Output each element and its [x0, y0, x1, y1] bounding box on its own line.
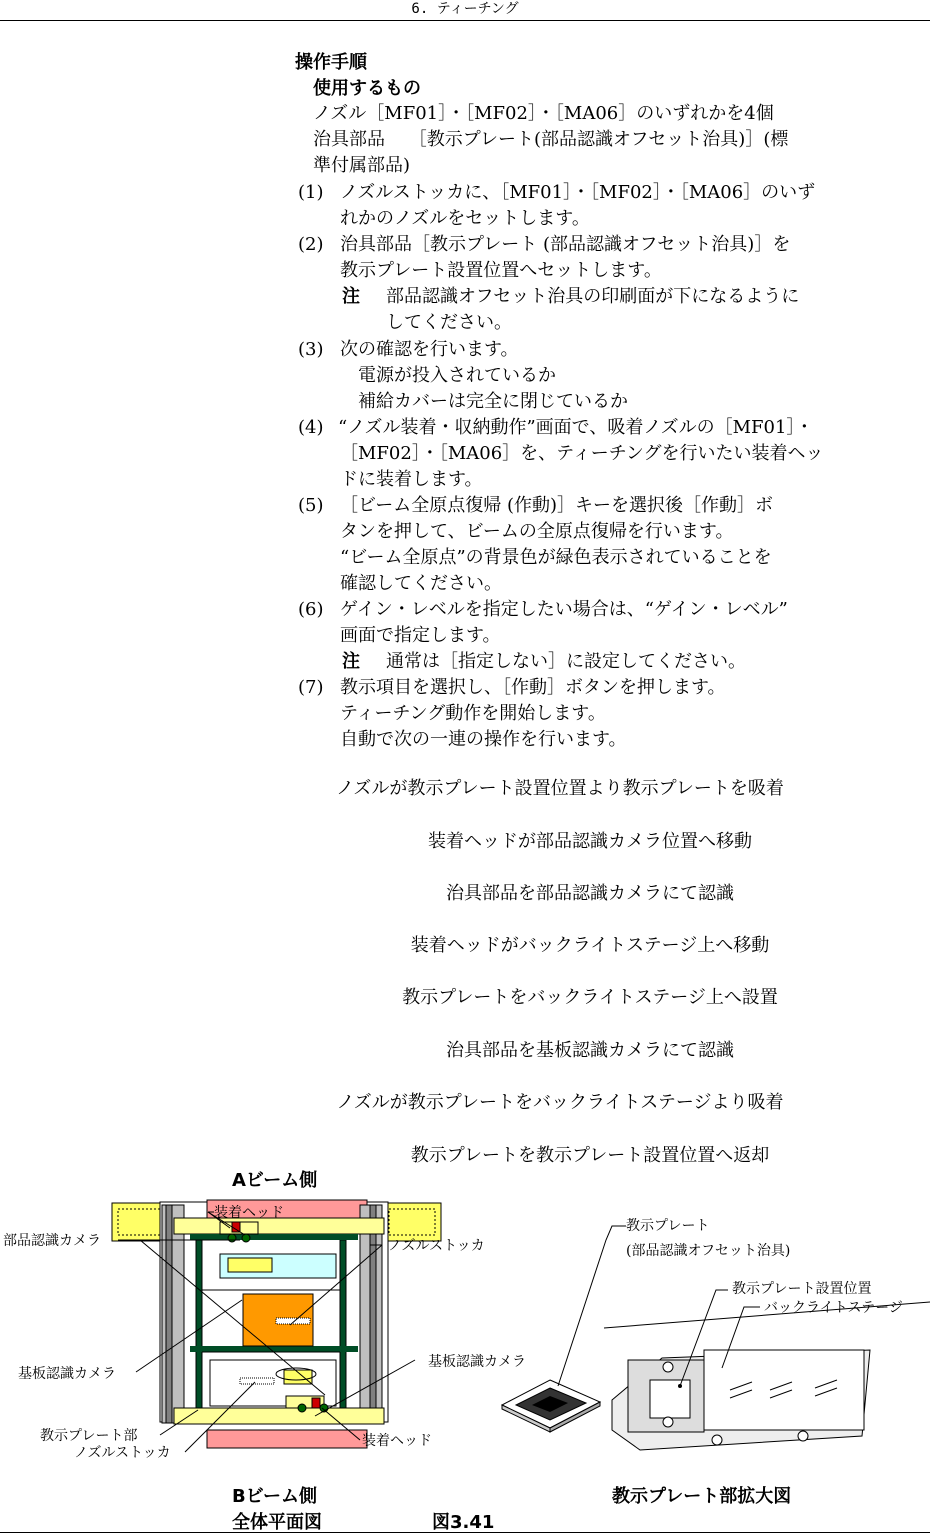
label-plate: 教示プレート: [626, 1218, 710, 1234]
step-number: (1): [298, 182, 324, 203]
step-text: “ビーム全原点”の背景色が緑色表示されていることを: [340, 547, 772, 568]
step-text: ［ビーム全原点復帰 (作動)］キーを選択後［作動］ボ: [340, 495, 774, 516]
step-text: 治具部品［教示プレート (部品認識オフセット治具)］を: [340, 234, 791, 255]
note-text: 部品認識オフセット治具の印刷面が下になるように: [386, 286, 800, 307]
step-number: (5): [298, 495, 324, 516]
label-head-top: 装着ヘッド: [214, 1205, 284, 1221]
teaching-plate-chip: [502, 1380, 600, 1432]
step-text: “ノズル装着・収納動作”画面で、吸着ノズルの［MF01］・: [338, 417, 814, 438]
label-backlight: バックライトステージ: [764, 1300, 903, 1316]
figure-number: 図3.41: [432, 1512, 495, 1533]
flow-step: 教示プレートをバックライトステージ上へ設置: [402, 987, 778, 1008]
label-board-camera-left: 基板認識カメラ: [18, 1366, 116, 1382]
step-text: れかのノズルをセットします。: [340, 208, 590, 229]
flow-step: 治具部品を基板認識カメラにて認識: [446, 1040, 734, 1061]
flow-step: ノズルが教示プレートをバックライトステージより吸着: [336, 1092, 784, 1113]
page-footer-rule: [0, 1532, 930, 1533]
side-conveyor-right: [383, 1203, 441, 1241]
flow-step: 装着ヘッドが部品認識カメラ位置へ移動: [428, 831, 752, 852]
use-line: 治具部品 ［教示プレート(部品認識オフセット治具)］(標: [313, 129, 789, 150]
step-text: ノズルストッカに、［MF01］・［MF02］・［MA06］のいず: [340, 182, 816, 203]
page-header: 6. ティーチング: [0, 0, 930, 21]
note-text: してください。: [386, 312, 512, 333]
check-item: 電源が投入されているか: [358, 365, 556, 386]
flow-step: 装着ヘッドがバックライトステージ上へ移動: [410, 935, 770, 956]
note-text: 通常は［指定しない］に設定してください。: [386, 651, 746, 672]
label-plate-position: 教示プレート設置位置: [732, 1281, 872, 1297]
machine-frame: [160, 1200, 388, 1448]
check-item: 補給カバーは完全に閉じているか: [358, 391, 628, 412]
step-text: 次の確認を行います。: [340, 339, 519, 360]
step-number: (3): [298, 339, 324, 360]
label-plate-part: 教示プレート部: [40, 1428, 138, 1444]
use-line: ノズル［MF01］・［MF02］・［MA06］のいずれかを4個: [313, 103, 774, 124]
figure-main: [0, 1160, 930, 1535]
step-text: 教示プレート設置位置へセットします。: [340, 260, 662, 281]
step-text: ［MF02］・［MA06］を、ティーチングを行いたい装着ヘッ: [340, 443, 824, 464]
step-text: 画面で指定します。: [340, 625, 501, 646]
use-line: 準付属部品): [313, 155, 411, 176]
note-label: 注: [342, 651, 360, 672]
flow-step: 教示プレートを教示プレート設置位置へ返却: [410, 1145, 770, 1166]
step-text: 教示項目を選択し、［作動］ボタンを押します。: [340, 677, 726, 698]
use-title: 使用するもの: [313, 78, 421, 99]
step-text: ゲイン・レベルを指定したい場合は、“ゲイン・レベル”: [340, 599, 788, 620]
step-text: ドに装着します。: [340, 469, 483, 490]
label-head-bottom: 装着ヘッド: [362, 1433, 432, 1449]
flow-step: 治具部品を部品認識カメラにて認識: [446, 883, 734, 904]
section-title: 操作手順: [295, 52, 367, 73]
flow-step: ノズルが教示プレート設置位置より教示プレートを吸着: [336, 778, 784, 799]
step-text: 自動で次の一連の操作を行います。: [340, 729, 627, 750]
a-beam-label: Aビーム側: [232, 1170, 318, 1191]
label-stocker-bottom: ノズルストッカ: [74, 1445, 171, 1461]
b-beam-label: Bビーム側: [232, 1486, 317, 1507]
label-board-camera-right: 基板認識カメラ: [428, 1354, 526, 1370]
step-number: (2): [298, 234, 324, 255]
plate-station: [604, 1302, 930, 1450]
step-text: タンを押して、ビームの全原点復帰を行います。: [340, 521, 734, 542]
step-text: ティーチング動作を開始します。: [340, 703, 606, 724]
label-parts-camera: 部品認識カメラ: [3, 1233, 101, 1249]
label-plate-sub: (部品認識オフセット治具): [626, 1243, 791, 1259]
step-text: 確認してください。: [340, 573, 502, 594]
enlarged-caption: 教示プレート部拡大図: [612, 1486, 792, 1507]
step-number: (7): [298, 677, 324, 698]
step-number: (4): [298, 417, 324, 438]
label-stocker-top: ノズルストッカ: [388, 1238, 485, 1254]
step-number: (6): [298, 599, 324, 620]
plan-caption: 全体平面図: [232, 1512, 322, 1533]
note-label: 注: [342, 286, 360, 307]
